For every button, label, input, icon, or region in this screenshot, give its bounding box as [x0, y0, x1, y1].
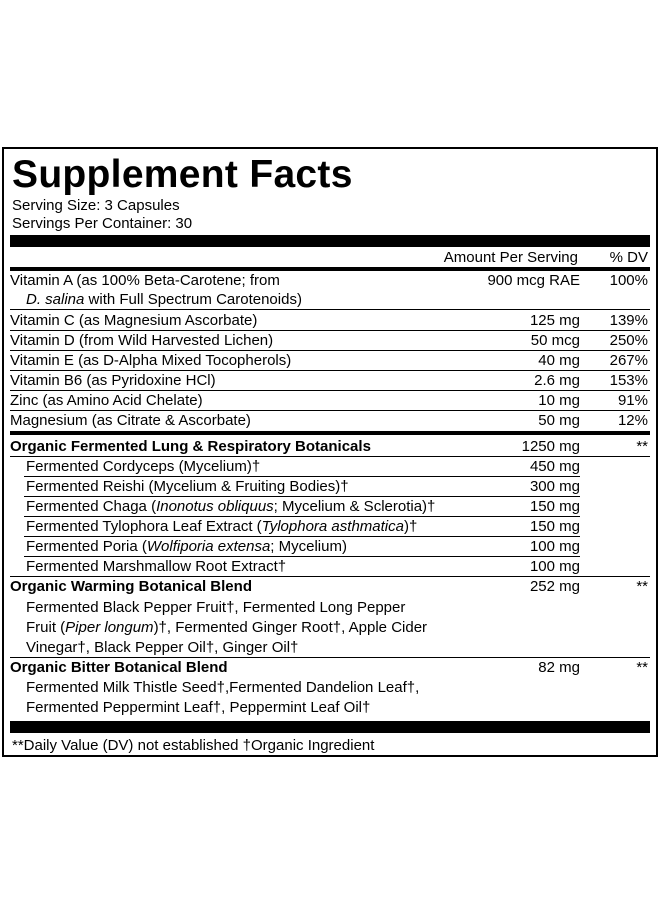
nutrient-dv: 91%: [617, 392, 648, 409]
supplement-facts-panel: [2, 147, 658, 757]
nutrient-name: Vitamin D (from Wild Harvested Lichen): [10, 332, 274, 349]
species-name: Wolfiporia extensa: [146, 538, 271, 555]
nutrient-dv: 250%: [609, 332, 648, 349]
species-name: Tylophora asthmatica: [261, 518, 404, 535]
ingredient-name-cont: ; Mycelium & Sclerotia)†: [273, 498, 436, 515]
nutrient-amount: 50 mg: [538, 412, 580, 429]
nutrient-dv: 12%: [617, 412, 648, 429]
blend-name: Organic Fermented Lung & Respiratory Botanicals: [10, 438, 371, 455]
species-name: Piper longum: [65, 619, 154, 636]
ingredients-text: Fruit (: [26, 619, 66, 636]
nutrient-dv: 100%: [609, 272, 648, 289]
nutrient-dv: 267%: [609, 352, 648, 369]
thick-divider-bottom: [10, 721, 650, 733]
nutrient-amount: 50 mcg: [530, 332, 580, 349]
blend-amount: 82 mg: [538, 659, 580, 676]
blend-dv: **: [636, 438, 648, 455]
blend-dv: **: [636, 659, 648, 676]
nutrient-amount: 900 mcg RAE: [487, 272, 580, 289]
amount-header: Amount Per Serving: [443, 249, 578, 266]
nutrient-name: Vitamin C (as Magnesium Ascorbate): [10, 312, 258, 329]
nutrient-name: Vitamin E (as D-Alpha Mixed Tocopherols): [10, 352, 292, 369]
ingredient-amount: 450 mg: [529, 458, 580, 475]
ingredient-amount: 100 mg: [529, 558, 580, 575]
section-divider: [10, 431, 650, 435]
nutrient-name: Zinc (as Amino Acid Chelate): [10, 392, 203, 409]
ingredient-name: Fermented Cordyceps (Mycelium)†: [26, 458, 261, 475]
ingredient-amount: 100 mg: [529, 538, 580, 555]
blend-amount: 1250 mg: [521, 438, 580, 455]
nutrient-dv: 139%: [609, 312, 648, 329]
ingredient-amount: 300 mg: [529, 478, 580, 495]
nutrient-dv: 153%: [609, 372, 648, 389]
species-name: D. salina: [26, 291, 85, 308]
ingredient-name: Fermented Chaga (: [26, 498, 157, 515]
ingredient-name-cont: )†: [403, 518, 418, 535]
nutrient-name: Vitamin B6 (as Pyridoxine HCl): [10, 372, 216, 389]
ingredient-name: Fermented Reishi (Mycelium & Fruiting Bodies)†: [26, 478, 349, 495]
nutrient-name-cont: with Full Spectrum Carotenoids): [84, 291, 302, 308]
blend-dv: **: [636, 578, 648, 595]
servings-per-container: Servings Per Container: 30: [12, 215, 193, 232]
dv-header: % DV: [609, 249, 648, 266]
nutrient-name: Vitamin A (as 100% Beta-Carotene; from: [10, 272, 280, 289]
nutrient-name: Magnesium (as Citrate & Ascorbate): [10, 412, 251, 429]
ingredient-name: Fermented Tylophora Leaf Extract (: [26, 518, 262, 535]
thick-divider-top: [10, 235, 650, 247]
ingredient-amount: 150 mg: [529, 518, 580, 535]
species-name: Inonotus obliquus: [156, 498, 274, 515]
ingredient-name: Fermented Marshmallow Root Extract†: [26, 558, 287, 575]
nutrient-amount: 10 mg: [538, 392, 580, 409]
ingredient-name: Fermented Poria (: [26, 538, 147, 555]
ingredients-text: )†, Fermented Ginger Root†, Apple Cider: [153, 619, 428, 636]
ingredient-amount: 150 mg: [529, 498, 580, 515]
ingredients-text: Vinegar†, Black Pepper Oil†, Ginger Oil†: [26, 639, 299, 656]
blend-name: Organic Bitter Botanical Blend: [10, 659, 228, 676]
serving-size: Serving Size: 3 Capsules: [12, 197, 180, 214]
ingredient-name-cont: ; Mycelium): [270, 538, 347, 555]
blend-amount: 252 mg: [529, 578, 580, 595]
blend-name: Organic Warming Botanical Blend: [10, 578, 252, 595]
panel-title: Supplement Facts: [12, 153, 353, 196]
row-divider: [10, 309, 650, 310]
nutrient-amount: 40 mg: [538, 352, 580, 369]
nutrient-amount: 2.6 mg: [534, 372, 580, 389]
footnote: **Daily Value (DV) not established †Organic Ingredient: [12, 737, 375, 754]
ingredients-text: Fermented Black Pepper Fruit†, Fermented Long Pepper: [26, 599, 406, 616]
nutrient-amount: 125 mg: [529, 312, 580, 329]
ingredients-text: Fermented Peppermint Leaf†, Peppermint Leaf Oil†: [26, 699, 371, 716]
ingredients-text: Fermented Milk Thistle Seed†,Fermented Dandelion Leaf†,: [26, 679, 420, 696]
